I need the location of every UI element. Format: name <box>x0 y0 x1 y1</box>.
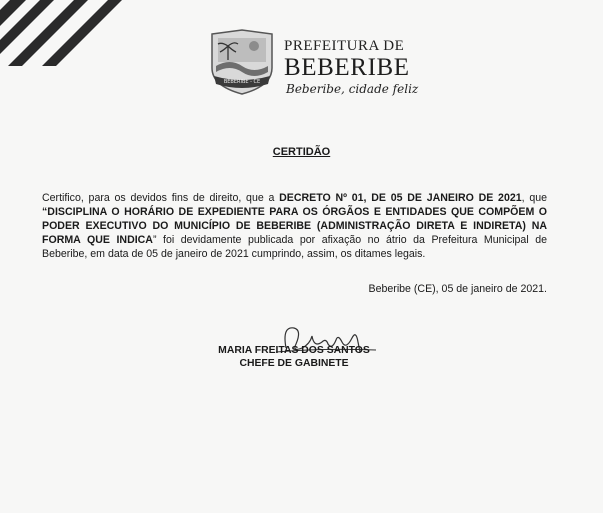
letterhead <box>206 26 426 96</box>
seal-text: BEBERIBE - CE <box>223 79 261 85</box>
body-closing: ” foi devidamente publicada por afixação no átrio da Prefeitura Municipal de Beberibe, em data de 05 de janeiro de 2021 cumprindo, assim, os ditames legais. <box>42 234 547 260</box>
document-title: CERTIDÃO <box>272 146 331 158</box>
decree-reference: DECRETO Nº 01, DE 05 DE JANEIRO DE 2021 <box>279 192 522 204</box>
signature-block <box>214 344 374 370</box>
place-date: Beberibe (CE), 05 de janeiro de 2021. <box>368 283 547 295</box>
brand-motto: Beberibe, cidade feliz <box>286 82 419 96</box>
certificate-body <box>42 191 547 261</box>
signer-role: CHEFE DE GABINETE <box>239 358 349 369</box>
body-comma: , que <box>521 192 547 204</box>
body-intro: Certifico, para os devidos fins de direito, que a <box>42 192 280 204</box>
decorative-stripes <box>0 0 130 70</box>
signer-name: MARIA FREITAS DOS SANTOS <box>218 345 370 356</box>
brand-line2: BEBERIBE <box>284 54 410 81</box>
decree-subject: “DISCIPLINA O HORÁRIO DE EXPEDIENTE PARA OS ÓRGÃOS E ENTIDADES QUE COMPÕEM O PODER EXECUTIVO DO MUNICÍPIO DE BEBERIBE (ADMINISTRAÇÃO DIRETA E INDIRETA) NA FORMA QUE INDICA <box>42 206 547 246</box>
municipal-seal-icon <box>206 26 278 96</box>
brand-line1: PREFEITURA DE <box>284 38 405 54</box>
